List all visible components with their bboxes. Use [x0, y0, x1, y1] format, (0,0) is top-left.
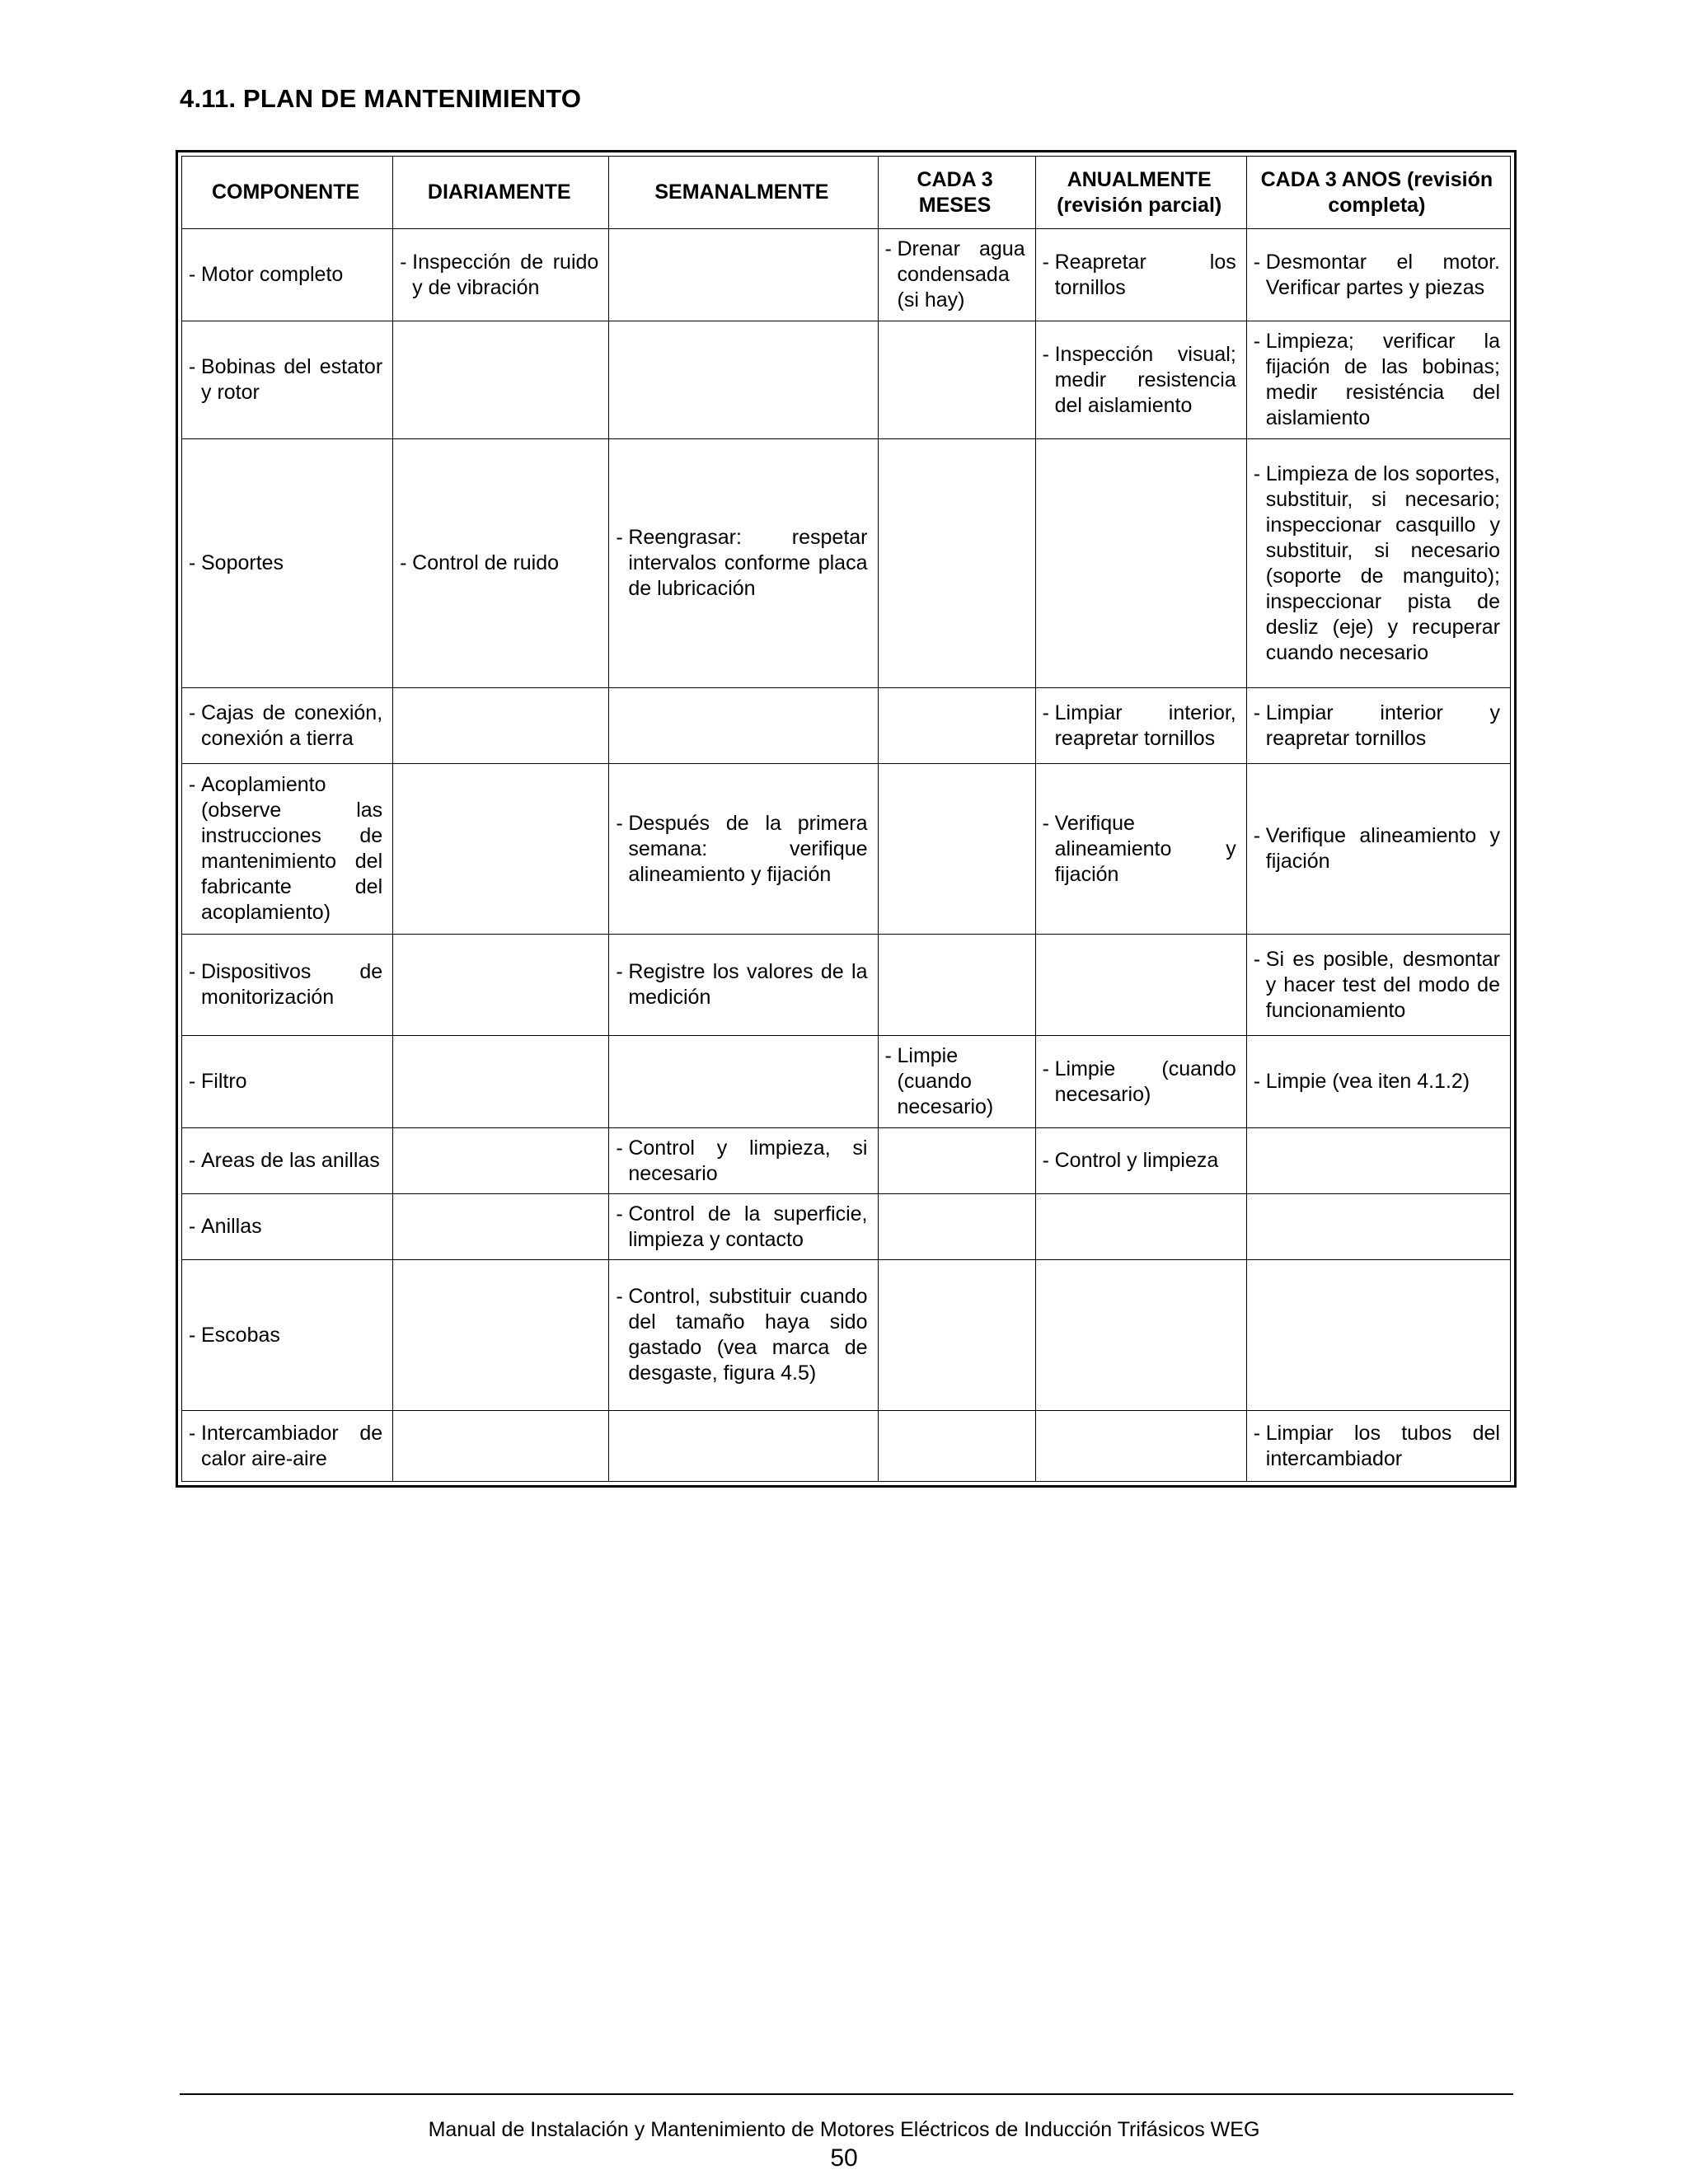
table-cell [1246, 229, 1510, 321]
table-cell [1035, 935, 1246, 1036]
bullet-dash: - [616, 960, 623, 983]
table-header-row [182, 157, 1511, 229]
bullet-dash: - [616, 526, 623, 549]
table-cell [1035, 1411, 1246, 1482]
cell-text: Cajas de conexión, conexión a tierra [201, 701, 383, 750]
cell-entry [1043, 1057, 1236, 1108]
cell-text: Registre los valores de la medición [628, 960, 868, 1009]
cell-text: Drenar agua condensada (si hay) [897, 237, 1025, 312]
table-cell [1035, 1036, 1246, 1128]
bullet-dash: - [189, 773, 196, 796]
cell-entry [189, 354, 382, 405]
table-cell [393, 1411, 609, 1482]
table-cell [878, 1411, 1035, 1482]
bullet-dash: - [1042, 250, 1049, 274]
bullet-dash: - [189, 551, 196, 574]
table-cell [393, 1036, 609, 1128]
table-cell [393, 688, 609, 764]
cell-entry [1043, 342, 1236, 419]
table-cell [1246, 688, 1510, 764]
bullet-dash: - [400, 551, 407, 574]
table-cell [878, 1194, 1035, 1260]
table-cell [182, 1194, 393, 1260]
cell-entry [189, 1214, 382, 1240]
cell-text: Areas de las anillas [201, 1149, 380, 1172]
table-cell [609, 229, 878, 321]
cell-entry [616, 1284, 867, 1386]
table-cell [182, 1036, 393, 1128]
table-cell [182, 764, 393, 935]
table-cell [609, 935, 878, 1036]
cell-entry [885, 237, 1025, 313]
cell-entry [189, 959, 382, 1010]
table-cell [878, 229, 1035, 321]
header-cada-3-anos: CADA 3 ANOS (revisión completa) [1246, 157, 1510, 229]
table-row [182, 321, 1511, 439]
cell-text: Bobinas del estator y rotor [201, 355, 383, 404]
cell-entry [1254, 823, 1500, 874]
table-cell [1246, 321, 1510, 439]
cell-text: Escobas [201, 1323, 280, 1347]
table-row [182, 688, 1511, 764]
cell-entry [189, 701, 382, 752]
header-anualmente: ANUALMENTE (revisión parcial) [1035, 157, 1246, 229]
cell-entry [1254, 250, 1500, 301]
cell-text: Verifique alineamiento y fijación [1054, 811, 1236, 886]
table-cell [393, 229, 609, 321]
table-cell [878, 439, 1035, 688]
bullet-dash: - [1042, 1057, 1049, 1080]
cell-text: Dispositivos de monitorización [201, 960, 383, 1009]
table-cell [1035, 229, 1246, 321]
bullet-dash: - [1042, 811, 1049, 835]
table-cell [878, 935, 1035, 1036]
table-cell [1035, 1128, 1246, 1194]
cell-text: Reengrasar: respetar intervalos conforme placa de lubricación [628, 526, 868, 600]
cell-entry [616, 811, 867, 888]
table-cell [878, 764, 1035, 935]
bullet-dash: - [400, 250, 407, 274]
cell-text: Anillas [201, 1215, 262, 1238]
bullet-dash: - [616, 1136, 623, 1160]
header-cada-3-meses: CADA 3 MESES [878, 157, 1035, 229]
table-row [182, 1128, 1511, 1194]
table-cell [1035, 439, 1246, 688]
cell-entry [616, 1202, 867, 1253]
bullet-dash: - [189, 1215, 196, 1238]
bullet-dash: - [1253, 250, 1261, 274]
table-row [182, 1036, 1511, 1128]
table-cell [1246, 1194, 1510, 1260]
bullet-dash: - [616, 811, 623, 835]
cell-text: Inspección visual; medir resistencia del aislamiento [1054, 342, 1236, 417]
table-cell [878, 321, 1035, 439]
table-cell [878, 688, 1035, 764]
cell-text: Limpieza; verificar la fijación de las bobinas; medir resisténcia del aislamiento [1265, 330, 1500, 429]
table-cell [393, 1194, 609, 1260]
table-row [182, 229, 1511, 321]
cell-text: Verifique alineamiento y fijación [1265, 824, 1500, 873]
bullet-dash: - [616, 1285, 623, 1308]
cell-entry [189, 1069, 382, 1094]
cell-text: Control de la superficie, limpieza y contacto [628, 1202, 868, 1251]
table-cell [182, 1260, 393, 1411]
table-cell [1246, 935, 1510, 1036]
cell-text: Control de ruido [412, 551, 560, 574]
table-cell [1246, 1036, 1510, 1128]
table-cell [393, 439, 609, 688]
table-cell [1035, 321, 1246, 439]
cell-entry [189, 262, 382, 288]
bullet-dash: - [1253, 462, 1261, 485]
cell-entry [616, 959, 867, 1010]
table-cell [182, 229, 393, 321]
bullet-dash: - [1042, 701, 1049, 724]
cell-text: Control y limpieza [1054, 1149, 1219, 1172]
cell-entry [189, 1148, 382, 1174]
cell-entry [1254, 1069, 1500, 1094]
bullet-dash: - [1253, 1421, 1261, 1445]
table-cell [878, 1036, 1035, 1128]
cell-text: Motor completo [201, 263, 344, 286]
cell-text: Limpie (cuando necesario) [1054, 1057, 1236, 1106]
table-cell [182, 935, 393, 1036]
cell-text: Limpie (cuando necesario) [897, 1044, 994, 1118]
table-cell [393, 935, 609, 1036]
table-row [182, 1194, 1511, 1260]
cell-entry [1254, 701, 1500, 752]
bullet-dash: - [189, 1070, 196, 1093]
cell-entry [1254, 1421, 1500, 1472]
bullet-dash: - [884, 1044, 892, 1067]
bullet-dash: - [189, 263, 196, 286]
table-cell [393, 321, 609, 439]
bullet-dash: - [1253, 701, 1261, 724]
bullet-dash: - [189, 960, 196, 983]
cell-text: Soportes [201, 551, 284, 574]
cell-text: Acoplamiento (observe las instrucciones de mantenimiento del fabricante del acoplamiento) [201, 773, 383, 924]
cell-entry [400, 250, 598, 301]
cell-entry [189, 772, 382, 926]
cell-text: Limpie (vea iten 4.1.2) [1265, 1070, 1470, 1093]
table-row [182, 1260, 1511, 1411]
bullet-dash: - [189, 1323, 196, 1347]
cell-text: Después de la primera semana: verifique alineamiento y fijación [628, 811, 868, 886]
cell-entry [1043, 1148, 1236, 1174]
table-cell [878, 1128, 1035, 1194]
table-cell [609, 439, 878, 688]
table-row [182, 764, 1511, 935]
table-cell [182, 1128, 393, 1194]
cell-entry [1254, 329, 1500, 431]
cell-text: Limpieza de los soportes, substituir, si necesario; inspeccionar casquillo y substituir, si necesario (soporte de manguito); inspeccionar pista de desliz (eje) y recuperar cuando necesario [1265, 462, 1500, 664]
header-semanalmente: SEMANALMENTE [609, 157, 878, 229]
cell-entry [1043, 250, 1236, 301]
cell-text: Control, substituir cuando del tamaño haya sido gastado (vea marca de desgaste, figura 4.5) [628, 1285, 868, 1385]
footer-text: Manual de Instalación y Mantenimiento de Motores Eléctricos de Inducción Trifásicos WEG [428, 2118, 1260, 2141]
cell-entry [1254, 462, 1500, 666]
table-cell [1246, 439, 1510, 688]
table-cell [609, 688, 878, 764]
page-number: 50 [830, 2144, 858, 2172]
maintenance-plan-table [176, 150, 1517, 1488]
cell-entry [189, 1421, 382, 1472]
bullet-dash: - [1253, 330, 1261, 353]
table-cell [1035, 764, 1246, 935]
table-cell [1035, 1260, 1246, 1411]
table-cell [609, 1194, 878, 1260]
cell-entry [189, 551, 382, 576]
bullet-dash: - [884, 237, 892, 260]
cell-text: Reapretar los tornillos [1054, 250, 1236, 299]
table-cell [182, 321, 393, 439]
table-cell [878, 1260, 1035, 1411]
table-cell [393, 1260, 609, 1411]
bullet-dash: - [189, 1149, 196, 1172]
table-cell [1246, 764, 1510, 935]
table-row [182, 439, 1511, 688]
cell-entry [1043, 701, 1236, 752]
cell-text: Limpiar los tubos del intercambiador [1265, 1421, 1500, 1470]
cell-text: Limpiar interior, reapretar tornillos [1054, 701, 1236, 750]
table-cell [182, 1411, 393, 1482]
table-cell [609, 1260, 878, 1411]
table-cell [609, 764, 878, 935]
table-cell [609, 1036, 878, 1128]
cell-text: Limpiar interior y reapretar tornillos [1265, 701, 1500, 750]
cell-entry [1254, 947, 1500, 1024]
bullet-dash: - [1042, 1149, 1049, 1172]
page-title: 4.11. PLAN DE MANTENIMIENTO [180, 84, 582, 113]
table-cell [1246, 1411, 1510, 1482]
header-componente: COMPONENTE [182, 157, 393, 229]
bullet-dash: - [189, 355, 196, 378]
header-diariamente: DIARIAMENTE [393, 157, 609, 229]
cell-text: Si es posible, desmontar y hacer test del modo de funcionamiento [1265, 947, 1500, 1022]
bullet-dash: - [1253, 824, 1261, 847]
cell-text: Inspección de ruido y de vibración [412, 250, 599, 299]
bullet-dash: - [1253, 947, 1261, 971]
bullet-dash: - [189, 1421, 196, 1445]
cell-text: Filtro [201, 1070, 247, 1093]
cell-entry [189, 1323, 382, 1348]
table-cell [609, 321, 878, 439]
bullet-dash: - [616, 1202, 623, 1226]
table-cell [1246, 1128, 1510, 1194]
cell-text: Control y limpieza, si necesario [628, 1136, 868, 1185]
table-cell [1035, 1194, 1246, 1260]
bullet-dash: - [189, 701, 196, 724]
table-cell [1246, 1260, 1510, 1411]
cell-entry [400, 551, 598, 576]
table-cell [1035, 688, 1246, 764]
table-cell [393, 1128, 609, 1194]
table-cell [393, 764, 609, 935]
cell-entry [885, 1043, 1025, 1120]
footer-divider [180, 2093, 1513, 2095]
cell-entry [1043, 811, 1236, 888]
cell-entry [616, 525, 867, 602]
table-row [182, 1411, 1511, 1482]
cell-entry [616, 1136, 867, 1187]
table-row [182, 935, 1511, 1036]
table-cell [182, 439, 393, 688]
cell-text: Desmontar el motor. Verificar partes y piezas [1265, 250, 1500, 299]
table-cell [609, 1128, 878, 1194]
cell-text: Intercambiador de calor aire-aire [201, 1421, 383, 1470]
table-cell [182, 688, 393, 764]
bullet-dash: - [1253, 1070, 1261, 1093]
bullet-dash: - [1042, 342, 1049, 366]
table-cell [609, 1411, 878, 1482]
